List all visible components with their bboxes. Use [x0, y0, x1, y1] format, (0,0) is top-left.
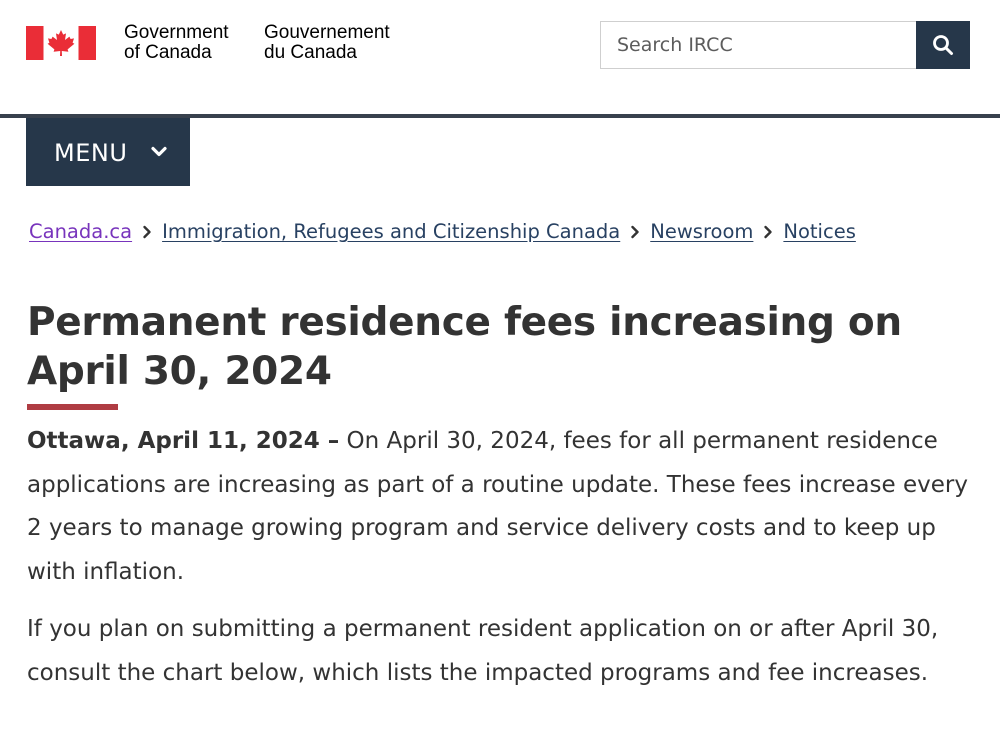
- breadcrumb-link-ircc[interactable]: Immigration, Refugees and Citizenship Canada: [162, 220, 621, 243]
- menu-label: MENU: [54, 138, 128, 167]
- canada-flag-icon: [26, 26, 96, 60]
- chevron-right-icon: [753, 218, 783, 246]
- search-icon: [932, 34, 954, 56]
- chevron-down-icon: [151, 146, 167, 158]
- menu-button[interactable]: [26, 118, 190, 186]
- breadcrumb-link-canada-ca[interactable]: Canada.ca: [29, 220, 133, 243]
- dateline: Ottawa, April 11, 2024 –: [27, 428, 340, 454]
- title-underline: [27, 404, 118, 410]
- signature-french[interactable]: [264, 23, 390, 63]
- signature-french-line-2: du Canada: [264, 42, 357, 63]
- signature-english-line-2: of Canada: [124, 42, 212, 63]
- article-paragraph-1-text: On April 30, 2024, fees for all permanent residence applications are increasing as part of a routine update. These fees increase every 2 years to manage growing program and service delivery costs and to keep up with inflation.: [27, 428, 968, 585]
- search-form: [600, 21, 970, 69]
- page-title: Permanent residence fees increasing on April 30, 2024: [27, 300, 902, 394]
- signature-french-line-1: Gouvernement: [264, 22, 390, 43]
- article-paragraph-2: If you plan on submitting a permanent resident application on or after April 30, consult the chart below, which lists the impacted programs and fee increases.: [27, 616, 939, 686]
- breadcrumb-link-newsroom[interactable]: Newsroom: [650, 220, 754, 243]
- search-input[interactable]: [600, 21, 916, 69]
- canada-flag-logo[interactable]: [26, 26, 96, 60]
- chevron-right-icon: [132, 218, 162, 246]
- article-paragraph-1: [27, 420, 977, 594]
- breadcrumb: [29, 218, 989, 246]
- search-button[interactable]: [916, 21, 970, 69]
- signature-english[interactable]: [124, 23, 229, 63]
- signature-english-line-1: Government: [124, 22, 229, 43]
- breadcrumb-link-notices[interactable]: Notices: [783, 220, 856, 243]
- chevron-right-icon: [620, 218, 650, 246]
- site-header: [0, 0, 1000, 114]
